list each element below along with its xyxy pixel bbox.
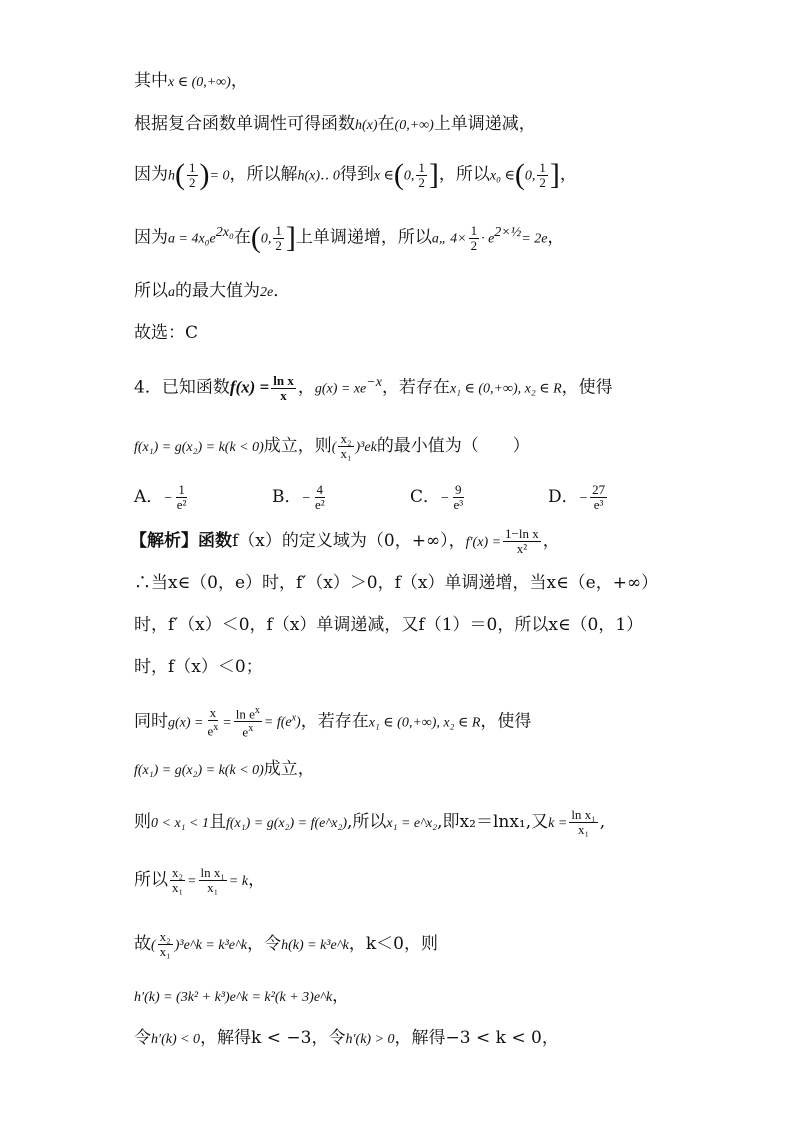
- option-a: A．− $\frac{1}{\text{e²}}$: [134, 482, 187, 512]
- solution-l8: 所以 $\frac{\text{x₂}}{\text{x₁}}$ = $\frac{\text{ln x₁}}{\text{x₁}}$ = k，: [134, 865, 266, 895]
- line-max-value: 所以a的最大值为2e．: [134, 281, 291, 301]
- solution-l10: h′(k) = (3k² + k³)e^k = k²(k + 3)e^k，: [134, 986, 350, 1006]
- question-4: 4．已知函数f(x) = $\frac{\text{ln x}}{x}$ ，$g(x) = xe^{-x}$，若存在x₁ ∈ (0,+∞), x₂ ∈ R，使得: [134, 372, 613, 403]
- option-c: C．− $\frac{9}{\text{e³}}$: [410, 482, 464, 512]
- line-answer: 故选：C: [134, 323, 199, 343]
- solution-l2: ∴当x∈（0，e）时，f′（x）＞0，f（x）单调递增，当x∈（e，+∞）: [134, 573, 659, 593]
- solution-head: 【解析】函数f（x）的定义域为（0，+∞），f′(x) = $\frac{\text{1−ln x}}{\text{x²}}$ ，: [130, 526, 560, 556]
- line-increasing: 因为$a = 4x_0e^{2x_0}$在(0, $\frac{1}{2}$ ]上单调递增，所以a„ 4× $\frac{1}{2}$ · $e^{2\times\frac{1}{2}}= 2e$，: [134, 221, 565, 255]
- solution-l11: 令h′(k) < 0，解得k < −3，令h′(k) > 0，解得−3 < k < 0，: [134, 1028, 559, 1048]
- option-d: D．− $\frac{27}{\text{e³}}$: [548, 482, 606, 512]
- line-domain: 其中x ∈ (0,+∞)，: [134, 71, 248, 91]
- line-solve-h: 因为h( $\frac{1}{2}$ )= 0，所以解h(x)‥ 0得到x ∈(0, $\frac{1}{2}$ ]，所以x₀ ∈(0, $\frac{1}{2}$ ]，: [134, 158, 577, 191]
- solution-l5: 同时g(x) = $\frac{x}{e^x}$ = $\frac{\ln e^x}{e^x}$ = $f(e^x)$，若存在x₁ ∈ (0,+∞), x₂ ∈ R，使得: [134, 704, 532, 740]
- solution-l9: 故( $\frac{\text{x₂}}{\text{x₁}}$ )³e^k = k³e^k，令h(k) = k³e^k，k＜0，则: [134, 929, 438, 959]
- solution-l7: 则0 < x₁ < 1且f(x₁) = g(x₂) = f(e^x₂),所以x₁ = e^x₂,即x₂＝lnx₁,又k = $\frac{\text{ln x₁}}{\text{x₁}}$ ,: [134, 807, 606, 837]
- solution-l4: 时，f（x）＜0；: [134, 657, 263, 677]
- question-4-cont: f(x₁) = g(x₂) = k(k < 0)成立，则( $\frac{\text{x₂}}{\text{x₁}}$ )³ek的最小值为（ ）: [134, 431, 530, 461]
- solution-l3: 时，f′（x）＜0，f（x）单调递减，又f（1）＝0，所以x∈（0，1）: [134, 615, 644, 635]
- option-b: B．− $\frac{4}{\text{e²}}$: [272, 482, 325, 512]
- line-monotonic: 根据复合函数单调性可得函数h(x)在(0,+∞)上单调递减，: [134, 114, 536, 134]
- solution-l6: f(x₁) = g(x₂) = k(k < 0)成立，: [134, 759, 315, 779]
